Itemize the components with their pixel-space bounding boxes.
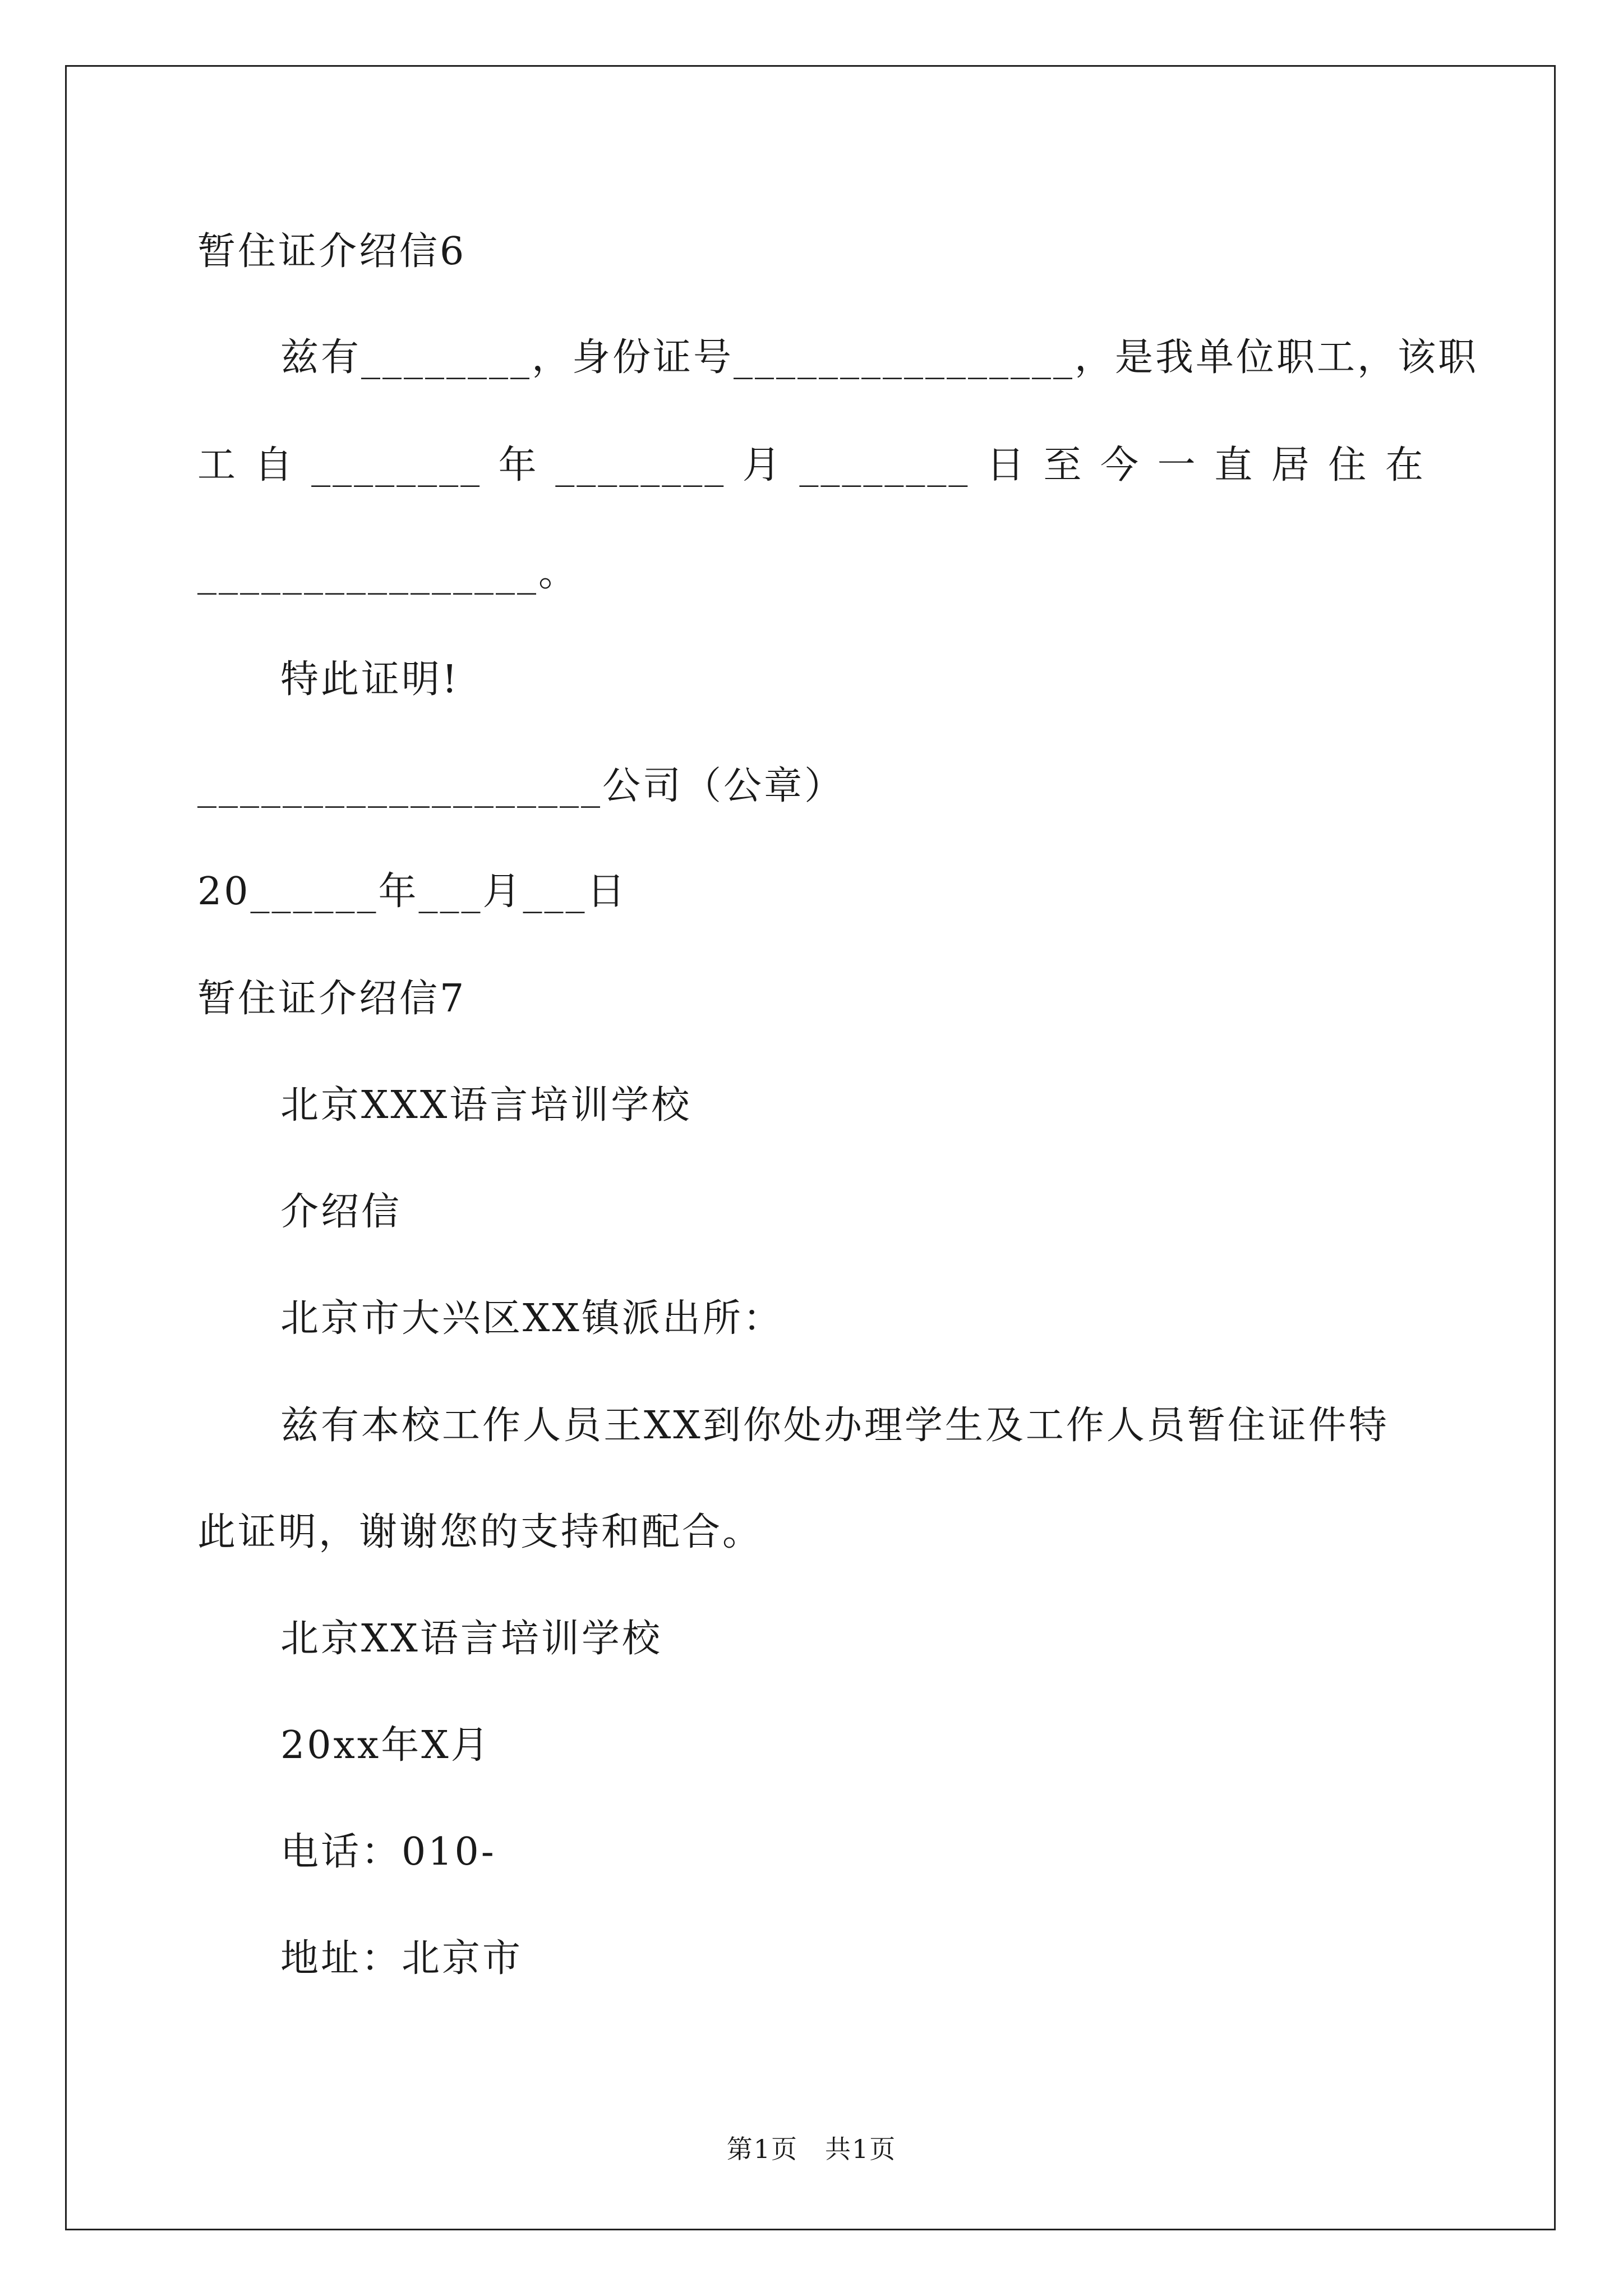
para1-token: 工 bbox=[197, 443, 238, 487]
para1-token: ________ bbox=[799, 443, 970, 487]
para1-token: 今 bbox=[1100, 443, 1141, 487]
para1-token: 直 bbox=[1214, 443, 1255, 487]
section6-para1-line1: 兹有________，身份证号________________，是我单位职工，该职 bbox=[280, 335, 1479, 380]
section6-statement: 特此证明! bbox=[280, 657, 460, 702]
section7-body-line1: 兹有本校工作人员王XX到你处办理学生及工作人员暂住证件特 bbox=[280, 1404, 1389, 1448]
para1-token: ________ bbox=[555, 443, 726, 487]
para1-token: ________ bbox=[311, 443, 482, 487]
page-footer: 第1页 共1页 bbox=[726, 2134, 897, 2164]
para1-token: 居 bbox=[1271, 443, 1312, 487]
para1-token: 自 bbox=[254, 443, 295, 487]
page-border bbox=[65, 65, 1556, 2230]
section6-company-stamp: ___________________公司（公章） bbox=[197, 764, 845, 808]
section6-title: 暂住证介绍信6 bbox=[197, 229, 467, 274]
section7-recipient: 北京市大兴区XX镇派出所： bbox=[280, 1296, 783, 1341]
para1-token: 月 bbox=[742, 443, 783, 487]
para1-token: 住 bbox=[1328, 443, 1369, 487]
para1-token: 一 bbox=[1157, 443, 1198, 487]
para1-token: 日 bbox=[986, 443, 1027, 487]
section7-school-header: 北京XXX语言培训学校 bbox=[280, 1083, 692, 1128]
section6-para1-line3: ________________。 bbox=[197, 551, 579, 595]
para1-token: 年 bbox=[498, 443, 539, 487]
section7-doc-type: 介绍信 bbox=[280, 1190, 402, 1234]
section7-signature: 北京XX语言培训学校 bbox=[280, 1617, 662, 1661]
section7-body-line2: 此证明，谢谢您的支持和配合。 bbox=[197, 1510, 763, 1554]
section7-address: 地址：北京市 bbox=[280, 1936, 523, 1981]
para1-token: 在 bbox=[1385, 443, 1426, 487]
section7-phone: 电话：010- bbox=[280, 1830, 496, 1874]
section6-para1-line2 bbox=[197, 443, 1426, 487]
section7-date: 20xx年X月 bbox=[280, 1723, 491, 1768]
section7-title: 暂住证介绍信7 bbox=[197, 977, 467, 1021]
para1-token: 至 bbox=[1043, 443, 1084, 487]
section6-date: 20______年___月___日 bbox=[197, 869, 628, 914]
